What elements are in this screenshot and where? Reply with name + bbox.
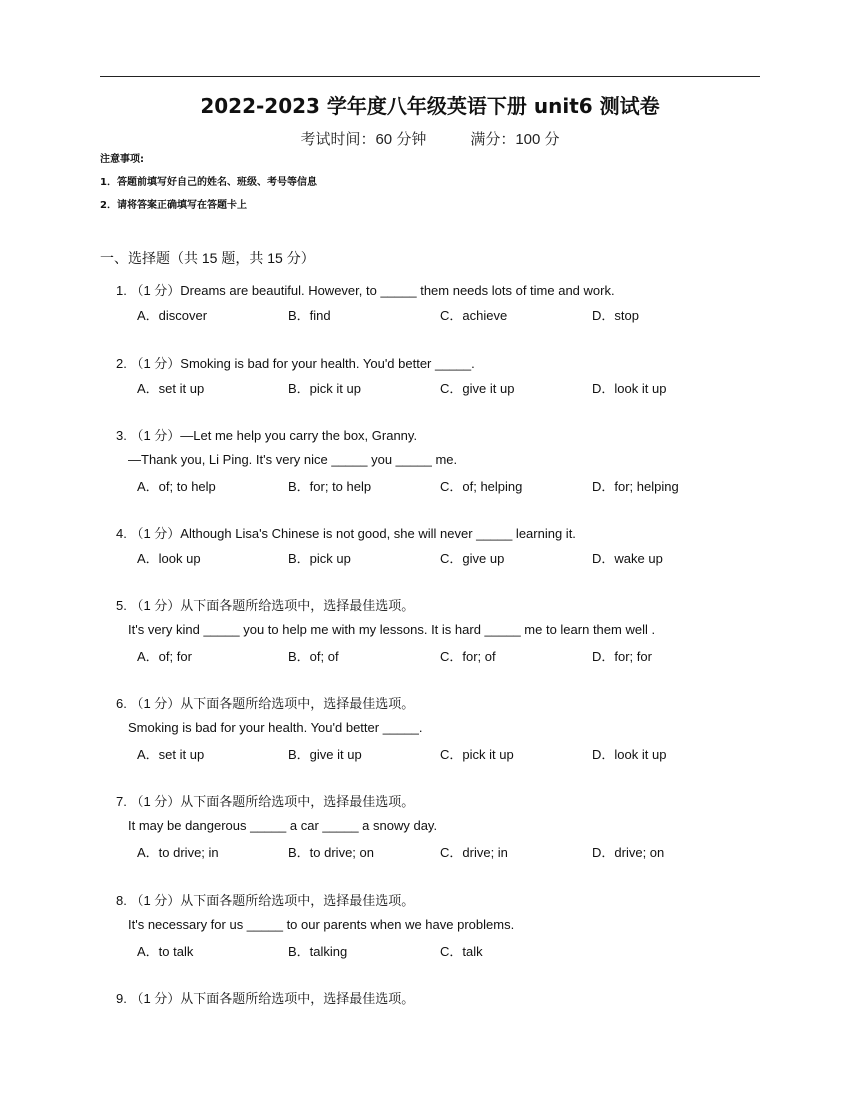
question-text: Smoking is bad for your health. You'd better _____. [128,720,423,735]
answer-option[interactable]: C．pick it up [440,747,514,762]
exam-score: 满分：100 分 [470,131,560,148]
answer-option[interactable]: A．set it up [137,381,205,396]
answer-option[interactable]: C．for; of [440,649,496,664]
answer-option[interactable]: B．talking [288,944,348,959]
question-stem: 6. （1 分）从下面各题所给选项中，选择最佳选项。 [116,696,415,711]
answer-option[interactable]: A．of; to help [137,479,216,494]
exam-time: 考试时间：60 分钟 [300,131,427,148]
answer-option[interactable]: B．give it up [288,747,362,762]
question-text: —Thank you, Li Ping. It's very nice _____ you _____ me. [128,452,458,467]
question-stem: 1. （1 分）Dreams are beautiful. However, to _____ them needs lots of time and work. [116,283,615,298]
answer-option[interactable]: B．find [288,308,331,323]
answer-option[interactable]: B．of; of [288,649,339,664]
question-stem: 4. （1 分）Although Lisa's Chinese is not good, she will never _____ learning it. [116,526,576,541]
answer-option[interactable]: D．stop [592,308,639,323]
question-text: It's very kind _____ you to help me with my lessons. It is hard _____ me to learn them well . [128,622,656,637]
answer-option[interactable]: A．of; for [137,649,192,664]
question-stem: 2. （1 分）Smoking is bad for your health. You'd better _____. [116,356,475,371]
answer-option[interactable]: A．to talk [137,944,194,959]
answer-option[interactable]: B．for; to help [288,479,372,494]
answer-option[interactable]: C．give it up [440,381,515,396]
question-stem: 7. （1 分）从下面各题所给选项中，选择最佳选项。 [116,794,415,809]
answer-option[interactable]: C．give up [440,551,505,566]
question-stem: 8. （1 分）从下面各题所给选项中，选择最佳选项。 [116,893,415,908]
notes-item: 1．答题前填写好自己的姓名、班级、考号等信息 [100,177,317,188]
answer-option[interactable]: D．for; helping [592,479,679,494]
notes-item: 2．请将答案正确填写在答题卡上 [100,200,247,211]
answer-option[interactable]: A．discover [137,308,208,323]
answer-option[interactable]: C．of; helping [440,479,523,494]
answer-option[interactable]: D．for; for [592,649,652,664]
answer-option[interactable]: A．look up [137,551,201,566]
notes-block [100,153,317,222]
answer-option[interactable]: D．look it up [592,381,667,396]
answer-option[interactable]: A．to drive; in [137,845,219,860]
page-title: 2022-2023 学年度八年级英语下册 unit6 测试卷 [200,94,660,118]
question-text: It may be dangerous _____ a car _____ a snowy day. [128,818,438,833]
question-text: It's necessary for us _____ to our parents when we have problems. [128,917,515,932]
answer-option[interactable]: B．pick up [288,551,351,566]
answer-option[interactable]: D．look it up [592,747,667,762]
question-stem: 9. （1 分）从下面各题所给选项中，选择最佳选项。 [116,991,415,1006]
header-rule [100,76,760,77]
answer-option[interactable]: C．talk [440,944,483,959]
answer-option[interactable]: C．drive; in [440,845,508,860]
notes-heading: 注意事项: [100,154,144,165]
answer-option[interactable]: A．set it up [137,747,205,762]
answer-option[interactable]: D．drive; on [592,845,665,860]
answer-option[interactable]: B．to drive; on [288,845,374,860]
question-stem: 5. （1 分）从下面各题所给选项中，选择最佳选项。 [116,598,415,613]
answer-option[interactable]: D．wake up [592,551,663,566]
question-stem: 3. （1 分）—Let me help you carry the box, Granny. [116,428,418,443]
section-title: 一、选择题（共 15 题，共 15 分） [100,250,315,266]
answer-option[interactable]: B．pick it up [288,381,361,396]
answer-option[interactable]: C．achieve [440,308,508,323]
exam-info [0,128,860,149]
